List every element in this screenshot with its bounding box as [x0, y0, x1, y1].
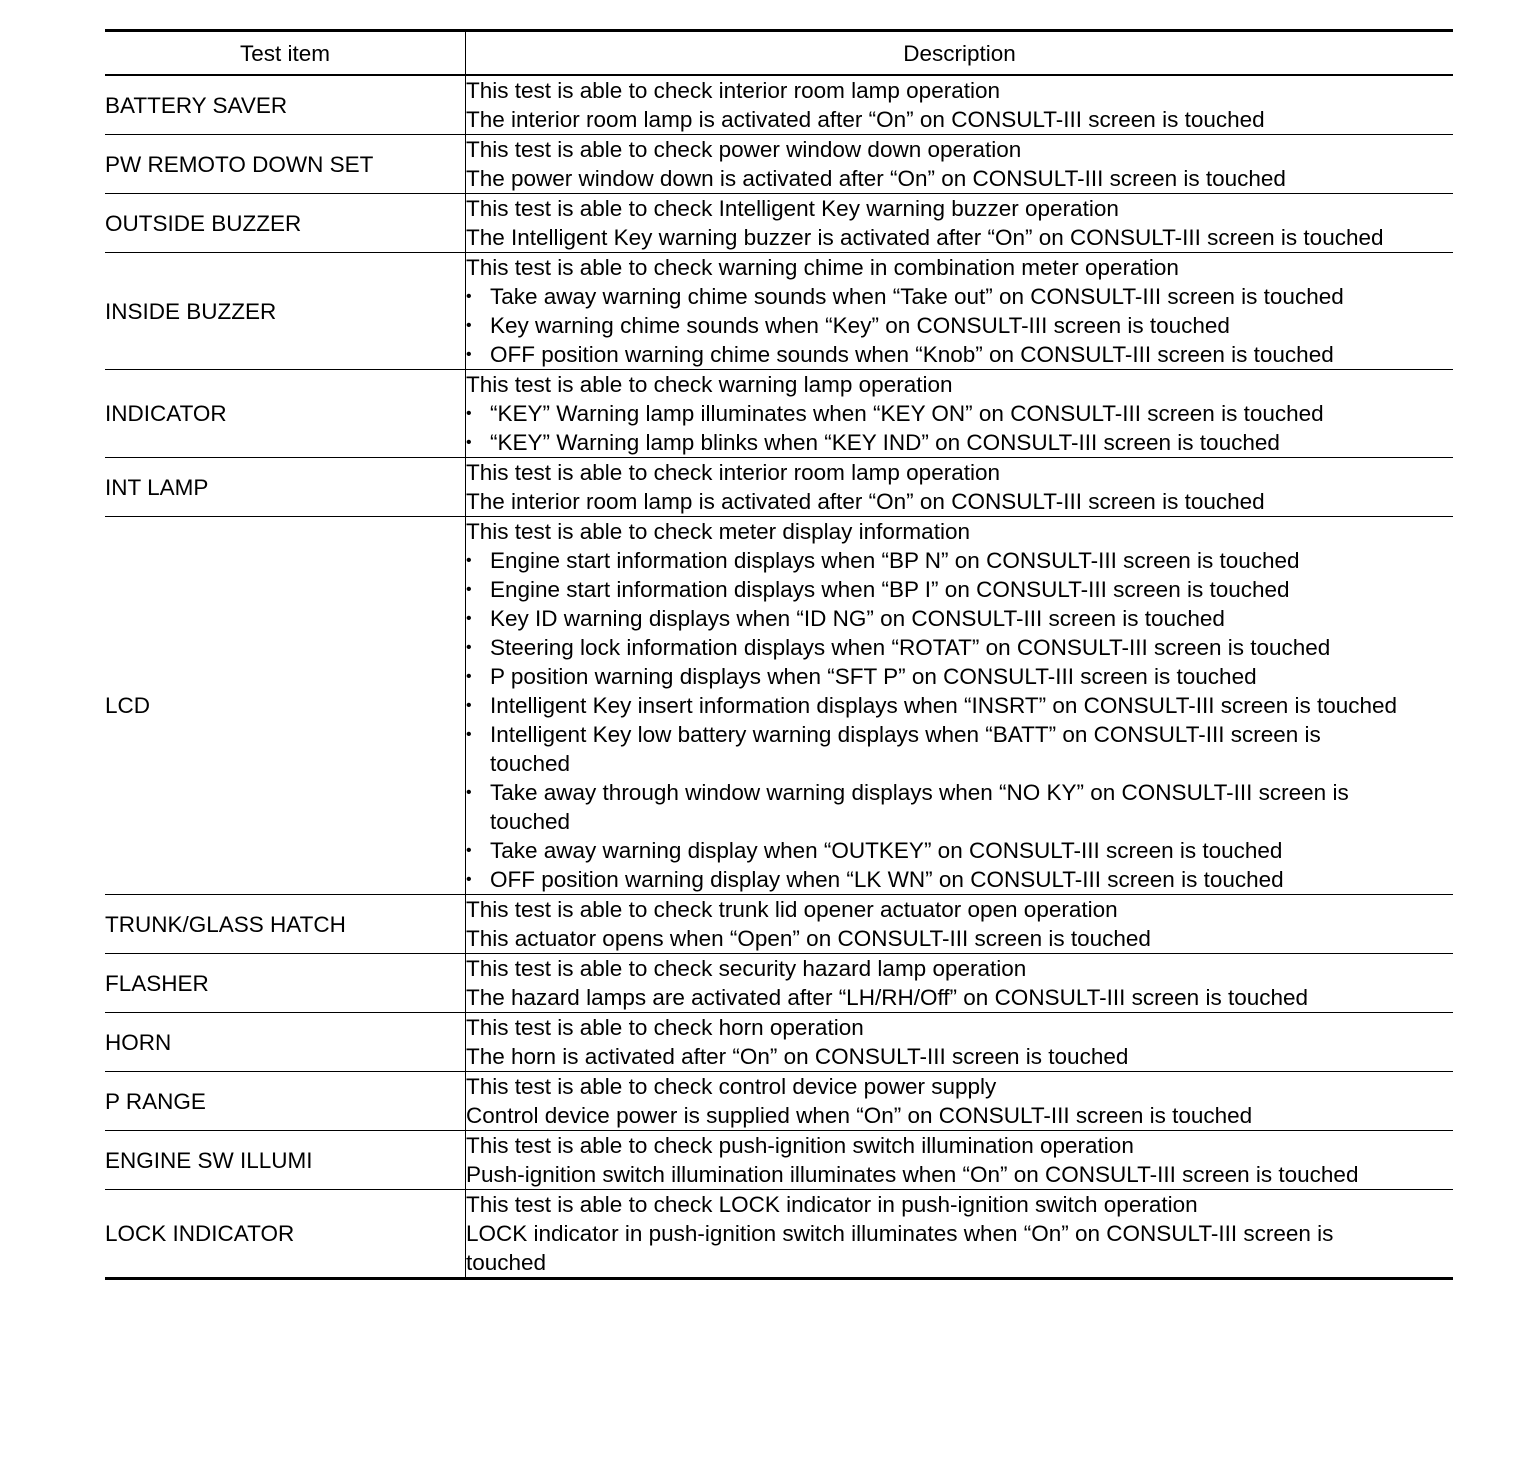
table-row	[105, 194, 1453, 253]
description-line: Control device power is supplied when “On” on CONSULT-III screen is touched	[466, 1103, 1253, 1128]
table-row	[105, 954, 1453, 1013]
header-description: Description	[466, 31, 1454, 76]
bullet-text: • Engine start information displays when “BP N” on CONSULT-III screen is touched	[490, 548, 1300, 573]
description-cell	[466, 370, 1454, 458]
test-item-cell: INSIDE BUZZER	[105, 253, 466, 370]
description-cell	[466, 135, 1454, 194]
bullet-text: touched	[490, 809, 571, 834]
table-row	[105, 1131, 1453, 1190]
table-header-row	[105, 31, 1453, 76]
description-intro: This test is able to check warning lamp operation	[466, 372, 953, 397]
description-intro: This test is able to check meter display information	[466, 519, 970, 544]
bullet-text: • Take away warning chime sounds when “Take out” on CONSULT-III screen is touched	[490, 284, 1344, 309]
document-page	[105, 29, 1453, 1280]
test-item-cell: PW REMOTO DOWN SET	[105, 135, 466, 194]
description-cell	[466, 895, 1454, 954]
description-line: Push-ignition switch illumination illuminates when “On” on CONSULT-III screen is touched	[466, 1162, 1359, 1187]
description-cell	[466, 1013, 1454, 1072]
description-intro: This test is able to check security hazard lamp operation	[466, 956, 1027, 981]
description-cell	[466, 253, 1454, 370]
table-row	[105, 1190, 1453, 1279]
bullet-text: touched	[490, 751, 571, 776]
bullet-text: • OFF position warning display when “LK WN” on CONSULT-III screen is touched	[490, 867, 1284, 892]
description-intro: This test is able to check Intelligent Key warning buzzer operation	[466, 196, 1119, 221]
bullet-item	[466, 546, 1453, 575]
bullet-list	[466, 282, 1453, 369]
bullet-item	[466, 633, 1453, 662]
table-row	[105, 75, 1453, 135]
bullet-text: • “KEY” Warning lamp blinks when “KEY IND” on CONSULT-III screen is touched	[490, 430, 1280, 455]
description-intro: This test is able to check horn operation	[466, 1015, 864, 1040]
description-line: The hazard lamps are activated after “LH/RH/Off” on CONSULT-III screen is touched	[466, 985, 1309, 1010]
bullet-item	[466, 691, 1453, 720]
table-row	[105, 370, 1453, 458]
bullet-text: • Intelligent Key low battery warning displays when “BATT” on CONSULT-III screen is	[490, 722, 1321, 747]
table-row	[105, 135, 1453, 194]
description-line: The Intelligent Key warning buzzer is activated after “On” on CONSULT-III screen is touched	[466, 225, 1384, 250]
bullet-item	[466, 340, 1453, 369]
test-item-cell: BATTERY SAVER	[105, 75, 466, 135]
bullet-item	[466, 836, 1453, 865]
bullet-list	[466, 399, 1453, 457]
bullet-item	[466, 575, 1453, 604]
bullet-item	[466, 865, 1453, 894]
test-item-cell: HORN	[105, 1013, 466, 1072]
description-line: touched	[466, 1250, 547, 1275]
bullet-text: • OFF position warning chime sounds when “Knob” on CONSULT-III screen is touched	[490, 342, 1334, 367]
description-intro: This test is able to check control device power supply	[466, 1074, 997, 1099]
description-intro: This test is able to check warning chime in combination meter operation	[466, 255, 1179, 280]
description-cell	[466, 954, 1454, 1013]
bullet-item	[466, 662, 1453, 691]
bullet-text: • Take away through window warning displays when “NO KY” on CONSULT-III screen is	[490, 780, 1349, 805]
bullet-item	[466, 399, 1453, 428]
active-test-table	[105, 29, 1453, 1280]
bullet-text: • Key ID warning displays when “ID NG” on CONSULT-III screen is touched	[490, 606, 1225, 631]
description-intro: This test is able to check interior room lamp operation	[466, 78, 1000, 103]
table-row	[105, 1013, 1453, 1072]
description-line: LOCK indicator in push-ignition switch illuminates when “On” on CONSULT-III screen is	[466, 1221, 1334, 1246]
description-cell	[466, 75, 1454, 135]
header-test-item: Test item	[105, 31, 466, 76]
description-line: The interior room lamp is activated after “On” on CONSULT-III screen is touched	[466, 107, 1265, 132]
test-item-cell: P RANGE	[105, 1072, 466, 1131]
bullet-item	[466, 604, 1453, 633]
description-cell	[466, 1072, 1454, 1131]
description-intro: This test is able to check interior room lamp operation	[466, 460, 1000, 485]
description-cell	[466, 194, 1454, 253]
description-cell	[466, 1131, 1454, 1190]
description-cell	[466, 1190, 1454, 1279]
table-row	[105, 517, 1453, 895]
test-item-cell: ENGINE SW ILLUMI	[105, 1131, 466, 1190]
bullet-text: • Key warning chime sounds when “Key” on CONSULT-III screen is touched	[490, 313, 1230, 338]
bullet-list	[466, 546, 1453, 894]
table-body	[105, 75, 1453, 1279]
description-line: The power window down is activated after “On” on CONSULT-III screen is touched	[466, 166, 1286, 191]
bullet-text: • Steering lock information displays when “ROTAT” on CONSULT-III screen is touched	[490, 635, 1331, 660]
bullet-text: • Intelligent Key insert information displays when “INSRT” on CONSULT-III screen is touched	[490, 693, 1398, 718]
description-intro: This test is able to check LOCK indicator in push-ignition switch operation	[466, 1192, 1198, 1217]
bullet-text: • “KEY” Warning lamp illuminates when “KEY ON” on CONSULT-III screen is touched	[490, 401, 1324, 426]
description-intro: This test is able to check power window down operation	[466, 137, 1022, 162]
bullet-item	[466, 428, 1453, 457]
table-row	[105, 458, 1453, 517]
description-cell	[466, 458, 1454, 517]
table-row	[105, 253, 1453, 370]
test-item-cell: INT LAMP	[105, 458, 466, 517]
bullet-text: • P position warning displays when “SFT P” on CONSULT-III screen is touched	[490, 664, 1257, 689]
bullet-item	[466, 282, 1453, 311]
description-line: This actuator opens when “Open” on CONSULT-III screen is touched	[466, 926, 1151, 951]
description-cell	[466, 517, 1454, 895]
table-row	[105, 1072, 1453, 1131]
bullet-item	[466, 311, 1453, 340]
test-item-cell: TRUNK/GLASS HATCH	[105, 895, 466, 954]
test-item-cell: OUTSIDE BUZZER	[105, 194, 466, 253]
test-item-cell: FLASHER	[105, 954, 466, 1013]
bullet-text: • Engine start information displays when “BP I” on CONSULT-III screen is touched	[490, 577, 1290, 602]
bullet-text: • Take away warning display when “OUTKEY” on CONSULT-III screen is touched	[490, 838, 1283, 863]
test-item-cell: LCD	[105, 517, 466, 895]
description-line: The horn is activated after “On” on CONSULT-III screen is touched	[466, 1044, 1129, 1069]
description-line: The interior room lamp is activated after “On” on CONSULT-III screen is touched	[466, 489, 1265, 514]
test-item-cell: INDICATOR	[105, 370, 466, 458]
bullet-item	[466, 778, 1453, 836]
bullet-item	[466, 720, 1453, 778]
table-row	[105, 895, 1453, 954]
test-item-cell: LOCK INDICATOR	[105, 1190, 466, 1279]
description-intro: This test is able to check trunk lid opener actuator open operation	[466, 897, 1118, 922]
description-intro: This test is able to check push-ignition switch illumination operation	[466, 1133, 1134, 1158]
